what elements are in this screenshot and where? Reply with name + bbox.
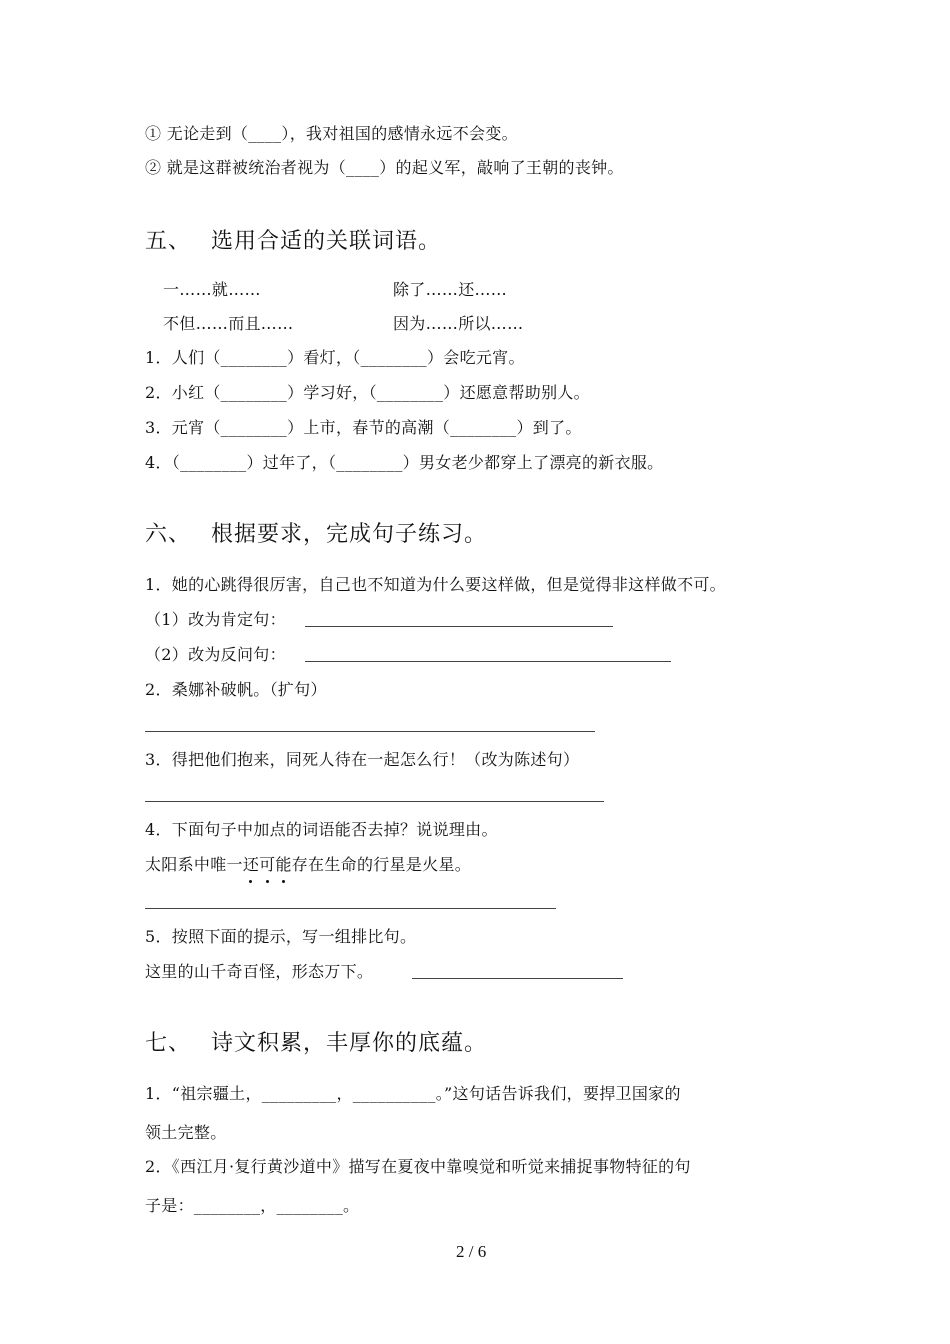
section-6-heading (145, 521, 487, 549)
sentence-after: 存在生命的行星是火星。 (291, 855, 472, 874)
item-text-after: ），我对祖国的感情永远不会变。 (281, 124, 518, 143)
answer-line-q4[interactable] (145, 908, 556, 909)
poem-question-1-line2: 领土完整。 (145, 1123, 227, 1142)
answer-line-sub1[interactable] (305, 626, 613, 627)
word-bank-item: 除了……还…… (393, 280, 508, 299)
question-4-text: 4．下面句子中加点的词语能否去掉？说说理由。 (145, 820, 498, 839)
question-2-text: 2．桑娜补破帆。（扩句） (145, 680, 327, 699)
poem-question-2-line1: 2．《西江月·复行黄沙道中》描写在夏夜中靠嗅觉和听觉来捕捉事物特征的句 (145, 1157, 691, 1176)
sentence-before: 太阳系中唯一 (145, 855, 243, 874)
question-item[interactable]: 4．（________）过年了，（________）男女老少都穿上了漂亮的新衣服。 (145, 453, 664, 472)
fill-item-2 (145, 158, 624, 178)
section-5-heading (145, 228, 441, 256)
question-5-text: 5．按照下面的提示，写一组排比句。 (145, 927, 417, 946)
emphasized-word: 可 (259, 855, 276, 874)
answer-line-sub2[interactable] (305, 661, 671, 662)
section-title: 诗文积累，丰厚你的底蕴。 (211, 1031, 488, 1056)
answer-blank[interactable]: ____ (248, 124, 282, 143)
sub-question-2-label: （2）改为反问句： (145, 645, 286, 664)
emphasized-word: 还 (242, 855, 260, 874)
item-marker: ② (145, 158, 162, 177)
item-text-before: 无论走到（ (166, 124, 249, 143)
question-item[interactable]: 1．人们（________）看灯，（________）会吃元宵。 (145, 348, 525, 367)
answer-line-q5[interactable] (412, 978, 623, 979)
answer-blank[interactable]: ____ (346, 158, 380, 177)
question-3-text: 3．得把他们抱来，同死人待在一起怎么行！（改为陈述句） (145, 750, 580, 769)
answer-line-q3[interactable] (145, 801, 604, 802)
question-5-prompt: 这里的山千奇百怪，形态万下。 (145, 962, 374, 981)
item-text-before: 就是这群被统治者视为（ (166, 158, 347, 177)
section-7-heading (145, 1030, 487, 1058)
section-number: 七、 (145, 1031, 192, 1056)
question-1-text: 1．她的心跳得很厉害，自己也不知道为什么要这样做，但是觉得非这样做不可。 (145, 575, 726, 594)
poem-question-1-line1[interactable]: 1．“祖宗疆土，_________，__________。”这句话告诉我们，要捍卫国家的 (145, 1084, 681, 1103)
item-marker: ① (145, 124, 162, 143)
section-number: 五、 (145, 229, 192, 254)
question-4-sentence (145, 855, 471, 875)
word-bank-item: 不但……而且…… (163, 314, 294, 333)
sub-question-1-label: （1）改为肯定句： (145, 610, 286, 629)
section-title: 根据要求，完成句子练习。 (211, 522, 488, 547)
section-number: 六、 (145, 522, 192, 547)
word-bank-item: 因为……所以…… (393, 314, 524, 333)
poem-question-2-line2[interactable]: 子是：________，________。 (145, 1196, 360, 1215)
word-bank-item: 一……就…… (163, 280, 261, 299)
question-item[interactable]: 2．小红（________）学习好，（________）还愿意帮助别人。 (145, 383, 590, 402)
fill-item-1 (145, 124, 518, 144)
page-number: 2 / 6 (456, 1242, 487, 1261)
item-text-after: ）的起义军，敲响了王朝的丧钟。 (379, 158, 624, 177)
question-item[interactable]: 3．元宵（________）上市，春节的高潮（________）到了。 (145, 418, 582, 437)
emphasized-word: 能 (275, 855, 292, 874)
answer-line-q2[interactable] (145, 731, 595, 732)
section-title: 选用合适的关联词语。 (211, 229, 442, 254)
